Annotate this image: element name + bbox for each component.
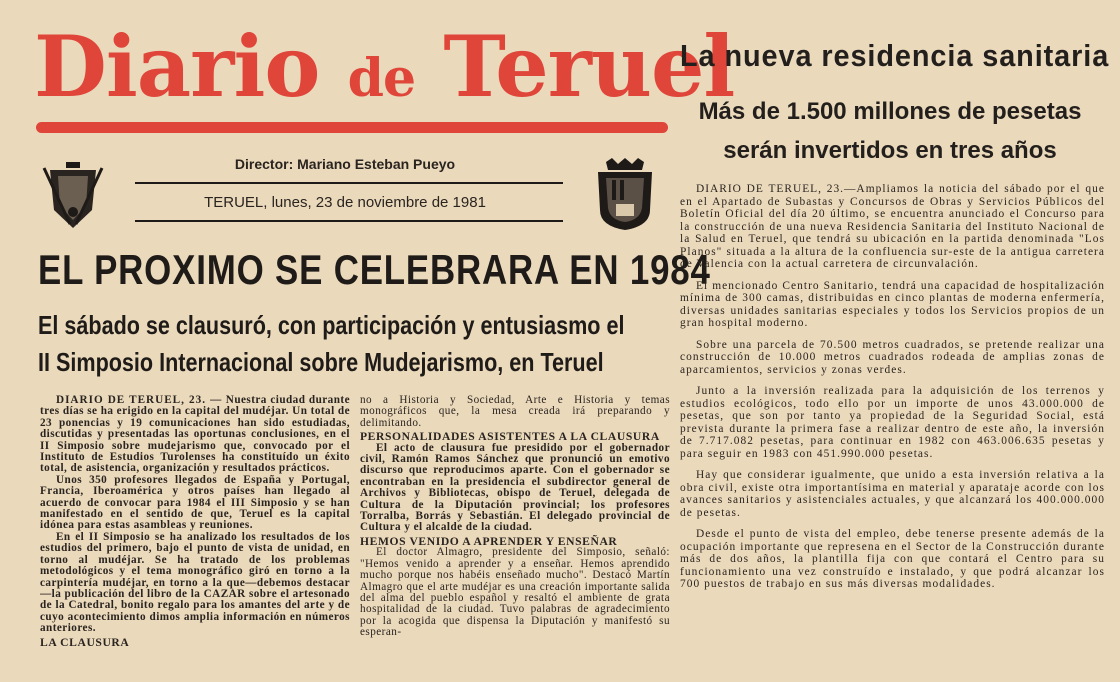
divider: [135, 220, 563, 222]
dateline-lead: DIARIO DE TERUEL, 23. —: [56, 395, 223, 406]
logo-word-teruel: Teruel: [443, 17, 735, 116]
side-subhead-line2: serán invertidos en tres años: [723, 137, 1057, 164]
main-subhead-line2: II Simposio Internacional sobre Mudejarismo, en Teruel: [38, 347, 604, 377]
paragraph: Sobre una parcela de 70.500 metros cuadrados, se pretende realizar una construcción de 10.000 metros cuadrados rodeada de amplias zonas de aparcamientos, servicios y zonas verdes.: [680, 338, 1105, 376]
section-heading: HEMOS VENIDO A APRENDER Y ENSEÑAR: [360, 534, 618, 548]
paragraph: [40, 395, 350, 475]
side-article-body: [680, 183, 1105, 682]
section-heading: LA CLAUSURA: [40, 635, 130, 649]
paragraph: En el II Simposio se ha analizado los resultados de los estudios del primero, bajo el punto de vista de unidad, en torno al mudéjar. Se ha tratado de los problemas metodológicos y el tema monográfico giró en torno a la carpintería mudéjar, en torno a la que—debemos destacar—la publicación del libro de la CAZAR sobre el artesonado de la Catedral, bonito regalo para los amantes del arte y de cuyo acontecimiento dimos amplia información en números anteriores.: [40, 530, 350, 635]
paragraph: El acto de clausura fue presidido por el gobernador civil, Ramón Ramos Sánchez que pronunció un emotivo discurso que reproducimos aparte. Con el gobernador se encontraban en la presidencia el subdirector general de Archivos y Bibliotecas, obispo de Teruel, delegada de Cultura de la Diputación provincial; los profesores Torralba, Borrás y Sebastián. El delegado provincial de Cultura y el alcalde de la ciudad.: [360, 441, 670, 534]
director-line: Director: Mariano Esteban Pueyo: [234, 156, 456, 172]
section-heading: PERSONALIDADES ASISTENTES A LA CLAUSURA: [360, 430, 660, 444]
main-headline: EL PROXIMO SE CELEBRARA EN 1984: [38, 246, 711, 293]
paragraph: Hay que considerar igualmente, que unido a esta inversión relativa a la obra civil, existe otra importantísima en material y aparataje acorde con los avances sanitarios y asistenciales actuales, y que alcanzará los 400.000.000 de pesetas.: [680, 469, 1105, 519]
divider: [135, 182, 563, 184]
side-subhead-line1: Más de 1.500 millones de pesetas: [698, 98, 1082, 125]
logo-word-diario: Diario: [34, 17, 320, 116]
main-article-column-1: [40, 395, 350, 682]
paragraph: El mencionado Centro Sanitario, tendrá una capacidad de hospitalización mínima de 300 camas, distribuidas en cinco plantas de moderna enfermería, diversas unidades sanitarias especiales y todos los Servicios propios de un gran hospital moderno.: [680, 279, 1105, 329]
city-shield-icon: [592, 158, 658, 230]
logo-underline: [36, 122, 668, 133]
paragraph: Desde el punto de vista del empleo, debe tenerse presente además de la ocupación importante que represena en el Sector de la Construcción durante más de dos años, la plantilla fija con que contará el Centro para su funcionamiento una vez construído e instalado, y que podrá alcanzar los 700 puestos de trabajo en sus más diversas modalidades.: [680, 528, 1105, 590]
paragraph: Junto a la inversión realizada para la adquisición de los terrenos y estudios ecológicos, todo ello por un importe de unos 43.000.000 de pesetas, que son por tanto ya propiedad de la Seguridad Social, está prevista durante la primera fase a realizar dentro de este año, la inversión de 7.717.082 pesetas, para continuar en 1982 con 463.006.635 pesetas y para seguir en 1983 con 451.990.000 pesetas.: [680, 385, 1105, 460]
dateline: TERUEL, lunes, 23 de noviembre de 1981: [204, 194, 486, 211]
paragraph: no a Historia y Sociedad, Arte e Historia y temas monográficos que, la mesa creada irá preparando y delimitando.: [360, 395, 670, 429]
paragraph: El doctor Almagro, presidente del Simposio, señaló: "Hemos venido a aprender y a enseñar. Hemos aprendido mucho porque nos habéis enseñado mucho". Destacó Martín Almagro que el arte mudéjar es una creación importante salida del alma del pueblo español y resaltó el ambiente de grata hospitalidad de la ciudad. Tuvo palabras de agradecimiento por la acogida que dispensa la Diputación y manifestó su esperan-: [360, 546, 670, 639]
side-headline: La nueva residencia sanitaria: [680, 38, 1110, 73]
paragraph: Unos 350 profesores llegados de España y Portugal, Francia, Iberoamérica y otros países han llegado al acuerdo de convocar para 1984 el III Simposio y se han manifestado en el sentido de que, Teruel es la capital idónea para estas asambleas y reuniones.: [40, 473, 350, 532]
paragraph-text: Ampliamos la noticia del sábado por el que en el Apartado de Subastas y Concursos de Obras y Servicios Públicos del Boletín Oficial del día 20 último, se encuentra anunciado el Concurso para la construcción de una nueva Residencia Sanitaria del Instituto Nacional de la Salud en Teruel, que tendrá su ubicación en la partida denominada "Los Planos" situada a la altura de la confluencia sur-este de la antigua carretera de Valencia con la actual carretera de circunvalación.: [680, 183, 1105, 270]
dateline-lead: DIARIO DE TERUEL, 23.—: [696, 183, 857, 195]
logo-word-de: de: [347, 48, 416, 109]
paragraph-text: Nuestra ciudad durante tres días se ha erigido en la capital del mudéjar. Un total de 23 ponencias y 19 comunicaciones han sido estudiadas, discutidas y presentadas las oportunas conclusiones, en el II Simposio sobre mudejarismo que, convocado por el Instituto de Estudios Turolenses ha constituído un éxito total, de asistencia, organización y resultados prácticos.: [40, 395, 350, 475]
paragraph: [680, 183, 1105, 271]
coat-of-arms-icon: [40, 160, 106, 232]
newspaper-logo: [34, 17, 735, 116]
main-article-column-2: [360, 395, 670, 682]
main-subhead-line1: El sábado se clausuró, con participación y entusiasmo el: [38, 310, 625, 340]
